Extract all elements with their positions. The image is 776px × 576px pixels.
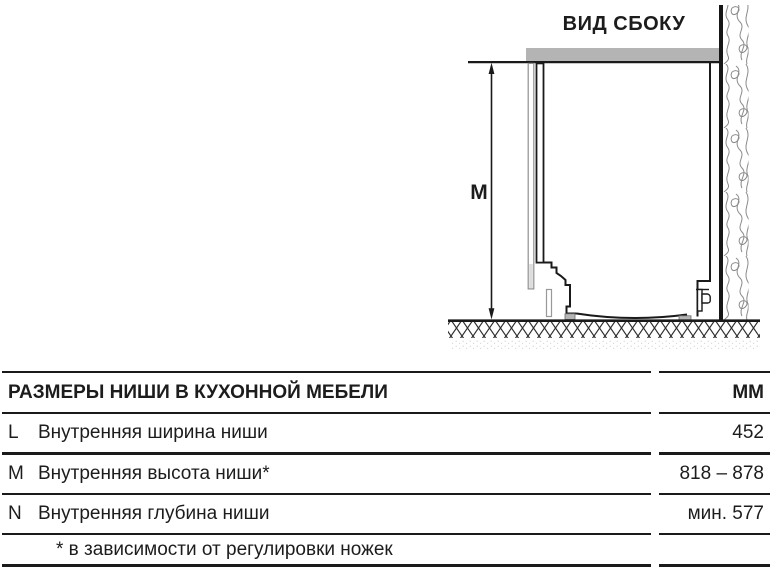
row-key: M	[8, 462, 24, 484]
appliance-rear-edge	[698, 62, 711, 317]
wall-texture	[724, 5, 749, 320]
row-label: Внутренняя ширина ниши	[38, 422, 268, 444]
row-label: Внутренняя глубина ниши	[38, 502, 270, 524]
door-outer-panel	[528, 63, 534, 289]
floor-hatch	[448, 322, 760, 338]
table-rule	[2, 412, 770, 414]
dimension-label-m: M	[470, 181, 488, 204]
table-header-row	[2, 373, 770, 411]
row-value: 818 – 878	[679, 462, 764, 484]
table-rule	[2, 493, 770, 495]
diagram-title: ВИД СБОКУ	[562, 13, 686, 35]
row-value: 452	[732, 422, 764, 444]
front-foot-pad	[565, 314, 575, 320]
table-rule	[2, 564, 770, 566]
niche-dimensions-table	[2, 371, 770, 567]
front-foot	[547, 290, 552, 317]
row-value: мин. 577	[687, 502, 764, 524]
dimension-arrow-m	[489, 63, 495, 320]
table-title: РАЗМЕРЫ НИШИ В КУХОННОЙ МЕБЕЛИ	[8, 381, 388, 403]
table-unit: ММ	[732, 381, 764, 403]
door-inner-panel	[537, 63, 544, 262]
row-key: N	[8, 502, 22, 524]
table-row	[2, 414, 770, 452]
door-outer-panel-bottom	[529, 264, 533, 288]
footnote-text: * в зависимости от регулировки ножек	[56, 538, 393, 560]
table-rule	[2, 533, 770, 535]
row-label: Внутренняя высота ниши*	[38, 462, 270, 484]
table-rule	[2, 371, 770, 373]
row-key: L	[8, 422, 19, 444]
table-row	[2, 455, 770, 493]
table-row	[2, 495, 770, 533]
countertop	[526, 48, 719, 61]
appliance-base-curve	[577, 314, 688, 319]
floor-stipple	[450, 339, 758, 349]
table-rule	[2, 452, 770, 454]
table-footnote-row	[2, 535, 770, 564]
wall	[719, 5, 723, 321]
rear-leveling-bracket	[696, 290, 710, 312]
